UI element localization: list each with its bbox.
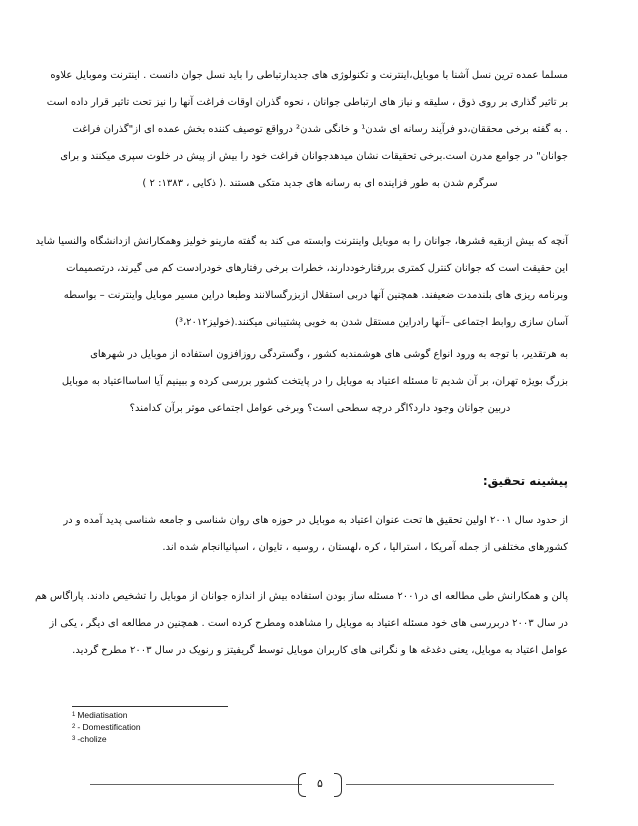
text-line: سرگرم شدن به طور فزاینده ای به رسانه های جدید متکی هستند .( ذکایی ، ۱۳۸۳: ۲ ): [142, 178, 498, 189]
text-line: آنچه که بیش ازبقیه قشرها، جوانان را به موبایل واینترنت وابسته می کند به گفته مارینو خولیز وهمکارانش ازدانشگاه والنسیا شاید: [35, 236, 568, 247]
paragraph-dependence: [35, 228, 568, 336]
footnote: [72, 733, 141, 745]
text-line: . به گفته برخی محققان،دو فرآیند رسانه ای شدن¹ و خانگی شدن² درواقع توصیف کننده بخش عمده ای از"گذران فراغت: [72, 124, 568, 135]
text-line: عوامل اعتیاد به موبایل، یعنی دغدغه ها و نگرانی های کاربران موبایل توسط گریفیتز و رنویک در سال ۲۰۰۳ مطرح گردید.: [72, 645, 568, 656]
text-line: به هرتقدیر، با توجه به ورود انواع گوشی های هوشمندبه کشور ، وگستردگی روزافزون استفاده از موبایل در شهرهای: [90, 349, 568, 360]
paragraph-research-question: [61, 341, 568, 422]
text-line: پالن و همکارانش طی مطالعه ای در۲۰۰۱ مسئله ساز بودن استفاده بیش از اندازه جوانان از موبایل را تشخیص دادند. پاراگاس هم: [34, 591, 568, 602]
footnote: [72, 709, 141, 721]
paragraph-background: [63, 507, 568, 561]
text-line: جوانان" در جوامع مدرن است.برخی تحقیقات نشان میدهدجوانان فراغت خود را بیش از پیش در خلوت سپری میکنند و برای: [60, 151, 568, 162]
footnote-number: 3: [72, 736, 76, 742]
text-line: دربین جوانان وجود دارد؟اگر درچه سطحی است؟ وبرخی عوامل اجتماعی موثر برآن کدامند؟: [129, 403, 511, 414]
text-line: این حقیقت است که جوانان کنترل کمتری بررفتارخوددارند، خطرات برخی رفتارهای خودرادست کم می گیرند، درتصمیمات: [66, 263, 568, 274]
footnote-number: 2: [72, 724, 76, 730]
footnote-number: 1: [72, 712, 76, 718]
footnote-text: Mediatisation: [77, 710, 128, 720]
text-line: کشورهای مختلفی از جمله آمریکا ، استرالیا ، کره ،لهستان ، روسیه ، تایوان ، اسپانیاانجام شده اند.: [162, 542, 568, 553]
text-line: در سال ۲۰۰۳ دربررسی های خود مسئله اعتیاد به موبایل را مشاهده ومطرح کرده است . همچنین در مطالعه ای دیگر ، یکی از: [49, 618, 568, 629]
footnotes: [72, 709, 141, 745]
paragraph-prior-studies: [34, 583, 568, 664]
footer-rule-left: [90, 784, 302, 785]
footer-rule-right: [346, 784, 554, 785]
footnote-text: -cholize: [77, 734, 107, 744]
text-line: بزرگ بویژه تهران، بر آن شدیم تا مسئله اعتیاد به موبایل را در پایتخت کشور بررسی کرده و ببینیم آیا اساسااعتیاد به موبایل: [61, 376, 568, 387]
footnote-text: - Domestification: [77, 722, 141, 732]
page-number: ۵: [298, 773, 342, 795]
text-line: مسلما عمده ترین نسل آشنا با موبایل،اینترنت و تکنولوژی های جدیدارتباطی را باید نسل جوان دانست . اینترنت وموبایل علاوه: [50, 70, 568, 81]
text-line: بر تاثیر گذاری بر روی ذوق ، سلیقه و نیاز های ارتباطی جوانان ، نحوه گذران اوقات فراغت آنها را نیز تحت تاثیر قرار داده است: [46, 97, 568, 108]
footnote: [72, 721, 141, 733]
footnote-divider: [72, 706, 228, 707]
text-line: وبرنامه ریزی های بلندمدت ضعیفند. همچنین آنها دربی استقلال ازبزرگسالانند وطبعا دراین مسیر موبایل واینترنت – بواسطه: [63, 290, 568, 301]
paragraph-intro: [46, 62, 568, 197]
section-heading: پیشینه تحقیق:: [482, 474, 568, 488]
text-line: از حدود سال ۲۰۰۱ اولین تحقیق ها تحت عنوان اعتیاد به موبایل در حوزه های روان شناسی و جامعه شناسی پدید آمده و در: [63, 515, 568, 526]
text-line: آسان سازی روابط اجتماعی –آنها رادراین مستقل شدن به خوبی پشتیبانی میکنند.(خولیز³،۲۰۱۲): [175, 317, 568, 328]
